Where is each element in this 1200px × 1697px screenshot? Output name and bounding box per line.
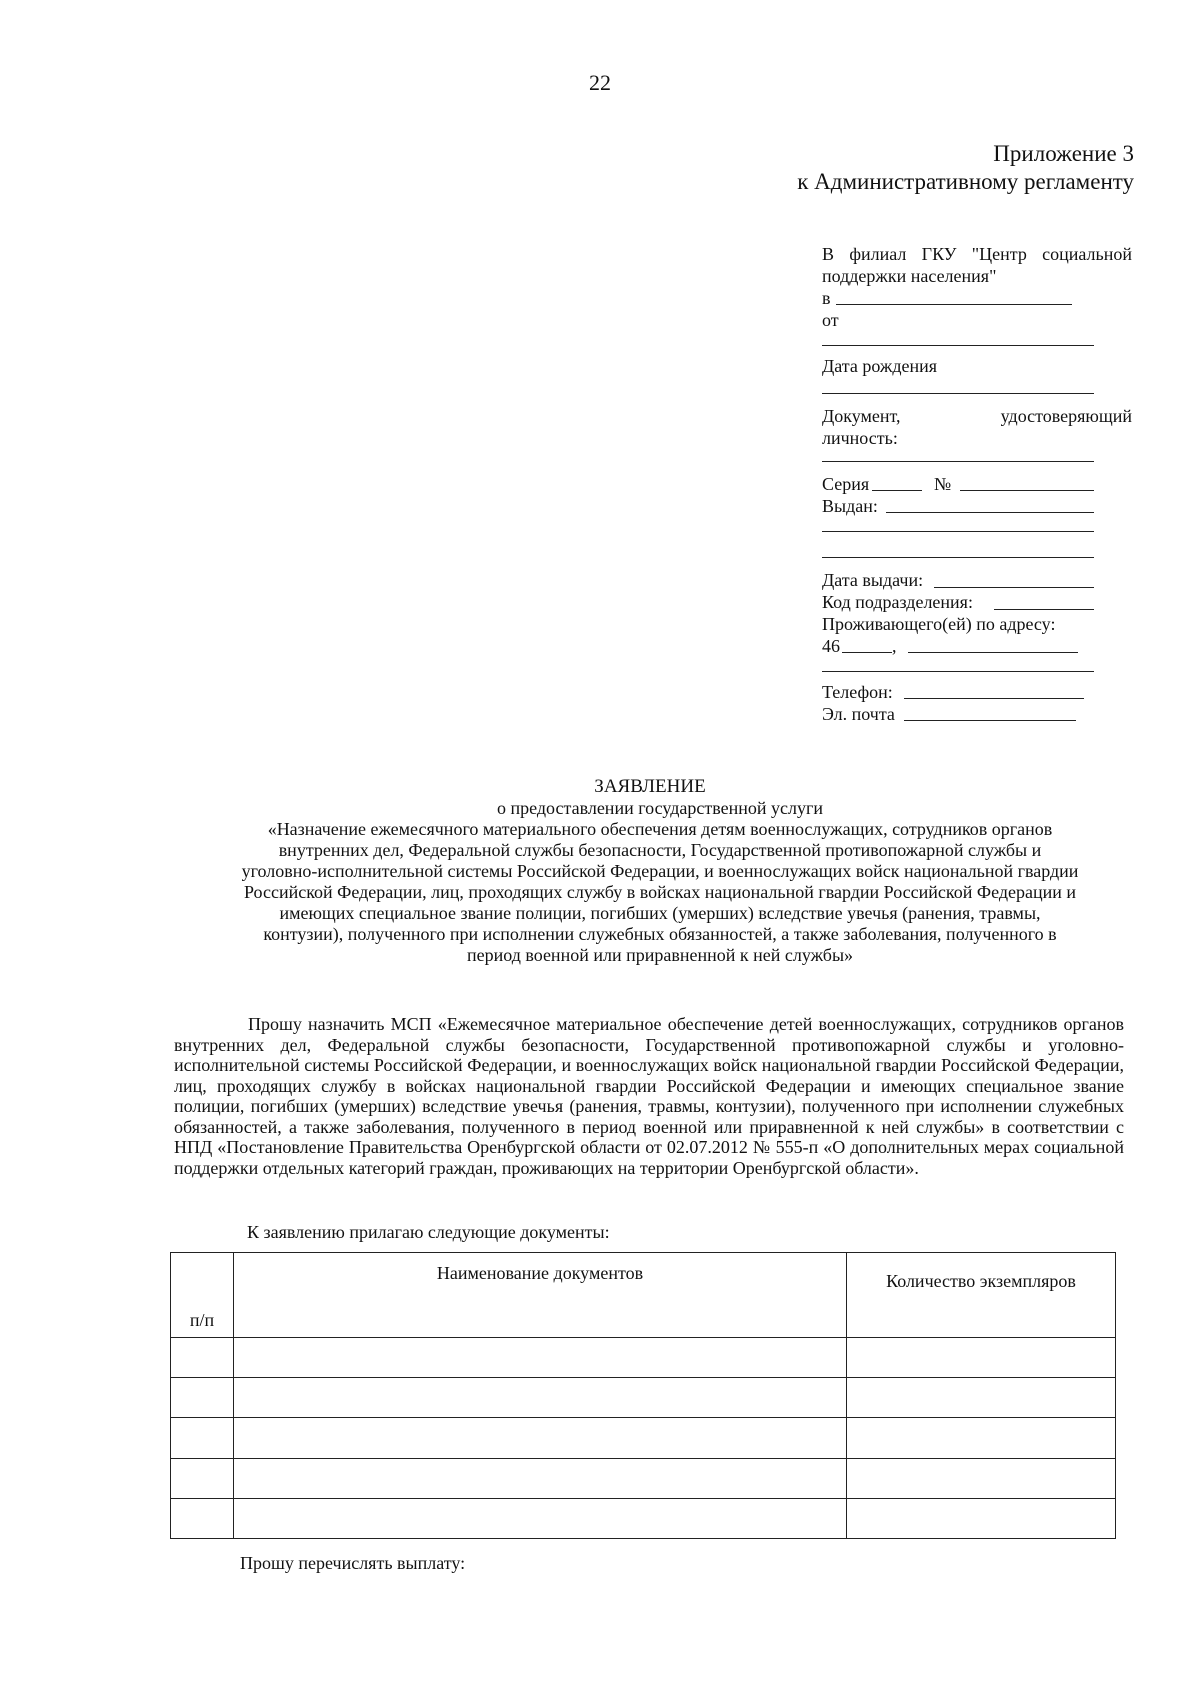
table-cell[interactable]	[847, 1378, 1116, 1418]
issued-field[interactable]	[886, 512, 1094, 513]
application-subtitle-block	[180, 798, 1140, 966]
issued-line-2	[822, 517, 1132, 539]
address-field[interactable]	[908, 652, 1078, 653]
series-row	[822, 473, 1132, 495]
service-name-line: контузии), полученного при исполнении служебных обязанностей, а также заболевания, полученного в	[263, 924, 1057, 944]
table-cell[interactable]	[847, 1498, 1116, 1538]
appendix-header	[797, 140, 1134, 196]
table-cell[interactable]	[234, 1458, 847, 1498]
birth-date-line	[822, 377, 1132, 405]
series-field[interactable]	[872, 490, 922, 491]
attachments-intro: К заявлению прилагаю следующие документы:	[247, 1222, 610, 1242]
division-code-row	[822, 591, 1132, 613]
number-label: №	[934, 474, 952, 494]
table-header-document-name: Наименование документов	[234, 1253, 847, 1338]
id-doc-label-a: Документ,	[822, 406, 901, 426]
table-cell[interactable]	[847, 1458, 1116, 1498]
table-cell[interactable]	[234, 1418, 847, 1458]
table-row	[171, 1498, 1116, 1538]
id-doc-label-c: личность:	[822, 428, 898, 448]
email-field[interactable]	[904, 720, 1076, 721]
service-name-line: период военной или приравненной к ней службы»	[466, 945, 854, 965]
address-comma: ,	[892, 636, 897, 656]
service-name-line: уголовно-исполнительной системы Российской Федерации, и военнослужащих войск национальной гвардии	[241, 861, 1079, 881]
applicant-name-field[interactable]	[822, 345, 1094, 346]
issued-field-2[interactable]	[822, 531, 1094, 532]
issued-row	[822, 495, 1132, 517]
table-header-row	[171, 1253, 1116, 1338]
application-body-text: Прошу назначить МСП «Ежемесячное материальное обеспечение детей военнослужащих, сотрудников органов внутренних дел, Федеральной службы безопасности, Государственной противопожарной службы и уголовно-исполнительной системы Российской Федерации, и военнослужащих войск национальной гвардии Российской Федерации, лиц, проходящих службу в войсках национальной гвардии Российской Федерации и имеющих специальное звание полиции, погибших (умерших) вследствие увечья (ранения, травмы, контузии), полученного при исполнении служебных обязанностей, а также заболевания, полученного в период военной или приравненной к ней службы» в соответствии с НПД «Постановление Правительства Оренбургской области от 02.07.2012 № 555-п «О дополнительных мерах социальной поддержки отдельных категорий граждан, проживающих на территории Оренбургской области».	[174, 1014, 1124, 1178]
id-doc-field[interactable]	[822, 461, 1094, 462]
phone-label: Телефон:	[822, 682, 893, 702]
recipient-from-row	[822, 309, 1132, 331]
service-name-line: внутренних дел, Федеральной службы безопасности, Государственной противопожарной службы и	[278, 840, 1042, 860]
recipient-to-line2: поддержки населения"	[822, 266, 997, 286]
table-row	[171, 1378, 1116, 1418]
number-field[interactable]	[960, 490, 1094, 491]
recipient-to-line1: В филиал ГКУ "Центр социальной	[822, 244, 1132, 264]
table-row	[171, 1418, 1116, 1458]
table-cell[interactable]	[234, 1378, 847, 1418]
table-cell[interactable]	[171, 1338, 234, 1378]
email-label: Эл. почта	[822, 704, 895, 724]
table-cell[interactable]	[171, 1418, 234, 1458]
documents-table	[170, 1252, 1116, 1539]
issued-label: Выдан:	[822, 496, 878, 516]
table-cell[interactable]	[171, 1498, 234, 1538]
phone-field[interactable]	[904, 698, 1084, 699]
id-doc-line	[822, 449, 1132, 473]
table-cell[interactable]	[234, 1498, 847, 1538]
table-header-copies: Количество экземпляров	[847, 1253, 1116, 1338]
postcode-field[interactable]	[842, 652, 892, 653]
table-cell[interactable]	[234, 1338, 847, 1378]
service-name-line: имеющих специальное звание полиции, погибших (умерших) вследствие увечья (ранения, травмы,	[279, 903, 1041, 923]
postcode-prefix: 46	[822, 636, 840, 656]
payment-transfer-label: Прошу перечислять выплату:	[240, 1553, 466, 1573]
table-row	[171, 1458, 1116, 1498]
table-header-number: п/п	[171, 1253, 234, 1338]
division-code-label: Код подразделения:	[822, 592, 973, 612]
id-doc-label-row	[822, 405, 1132, 427]
recipient-from-line	[822, 331, 1132, 355]
division-code-field[interactable]	[994, 609, 1094, 610]
id-doc-label-b: удостоверяющий	[1000, 406, 1132, 426]
application-subtitle: о предоставлении государственной услуги	[497, 798, 823, 818]
table-cell[interactable]	[847, 1338, 1116, 1378]
appendix-subtitle: к Административному регламенту	[797, 169, 1134, 194]
issued-field-3[interactable]	[822, 557, 1094, 558]
appendix-title: Приложение 3	[993, 141, 1134, 166]
birth-date-field[interactable]	[822, 393, 1094, 394]
table-row	[171, 1338, 1116, 1378]
recipient-in-row	[822, 287, 1132, 309]
email-row	[822, 703, 1132, 725]
issue-date-field[interactable]	[934, 587, 1094, 588]
table-cell[interactable]	[171, 1458, 234, 1498]
application-title: ЗАЯВЛЕНИЕ	[594, 776, 706, 797]
table-cell[interactable]	[847, 1418, 1116, 1458]
series-label: Серия	[822, 474, 870, 494]
recipient-in-field[interactable]	[836, 304, 1072, 305]
address-line-2	[822, 657, 1132, 681]
application-body	[174, 1014, 1124, 1178]
issue-date-label: Дата выдачи:	[822, 570, 924, 590]
issue-date-row	[822, 569, 1132, 591]
issued-line-3	[822, 539, 1132, 569]
address-row	[822, 635, 1132, 657]
service-name-line: Российской Федерации, лиц, проходящих службу в войсках национальной гвардии Российской Федерации и	[243, 882, 1077, 902]
address-label: Проживающего(ей) по адресу:	[822, 614, 1056, 634]
service-name-line: «Назначение ежемесячного материального обеспечения детям военнослужащих, сотрудников органов	[267, 819, 1053, 839]
address-field-2[interactable]	[822, 671, 1094, 672]
recipient-in-label: в	[822, 288, 831, 308]
birth-date-label: Дата рождения	[822, 356, 938, 376]
recipient-from-label: от	[822, 310, 839, 330]
recipient-block	[822, 243, 1132, 725]
phone-row	[822, 681, 1132, 703]
page-number: 22	[589, 70, 611, 95]
table-cell[interactable]	[171, 1378, 234, 1418]
